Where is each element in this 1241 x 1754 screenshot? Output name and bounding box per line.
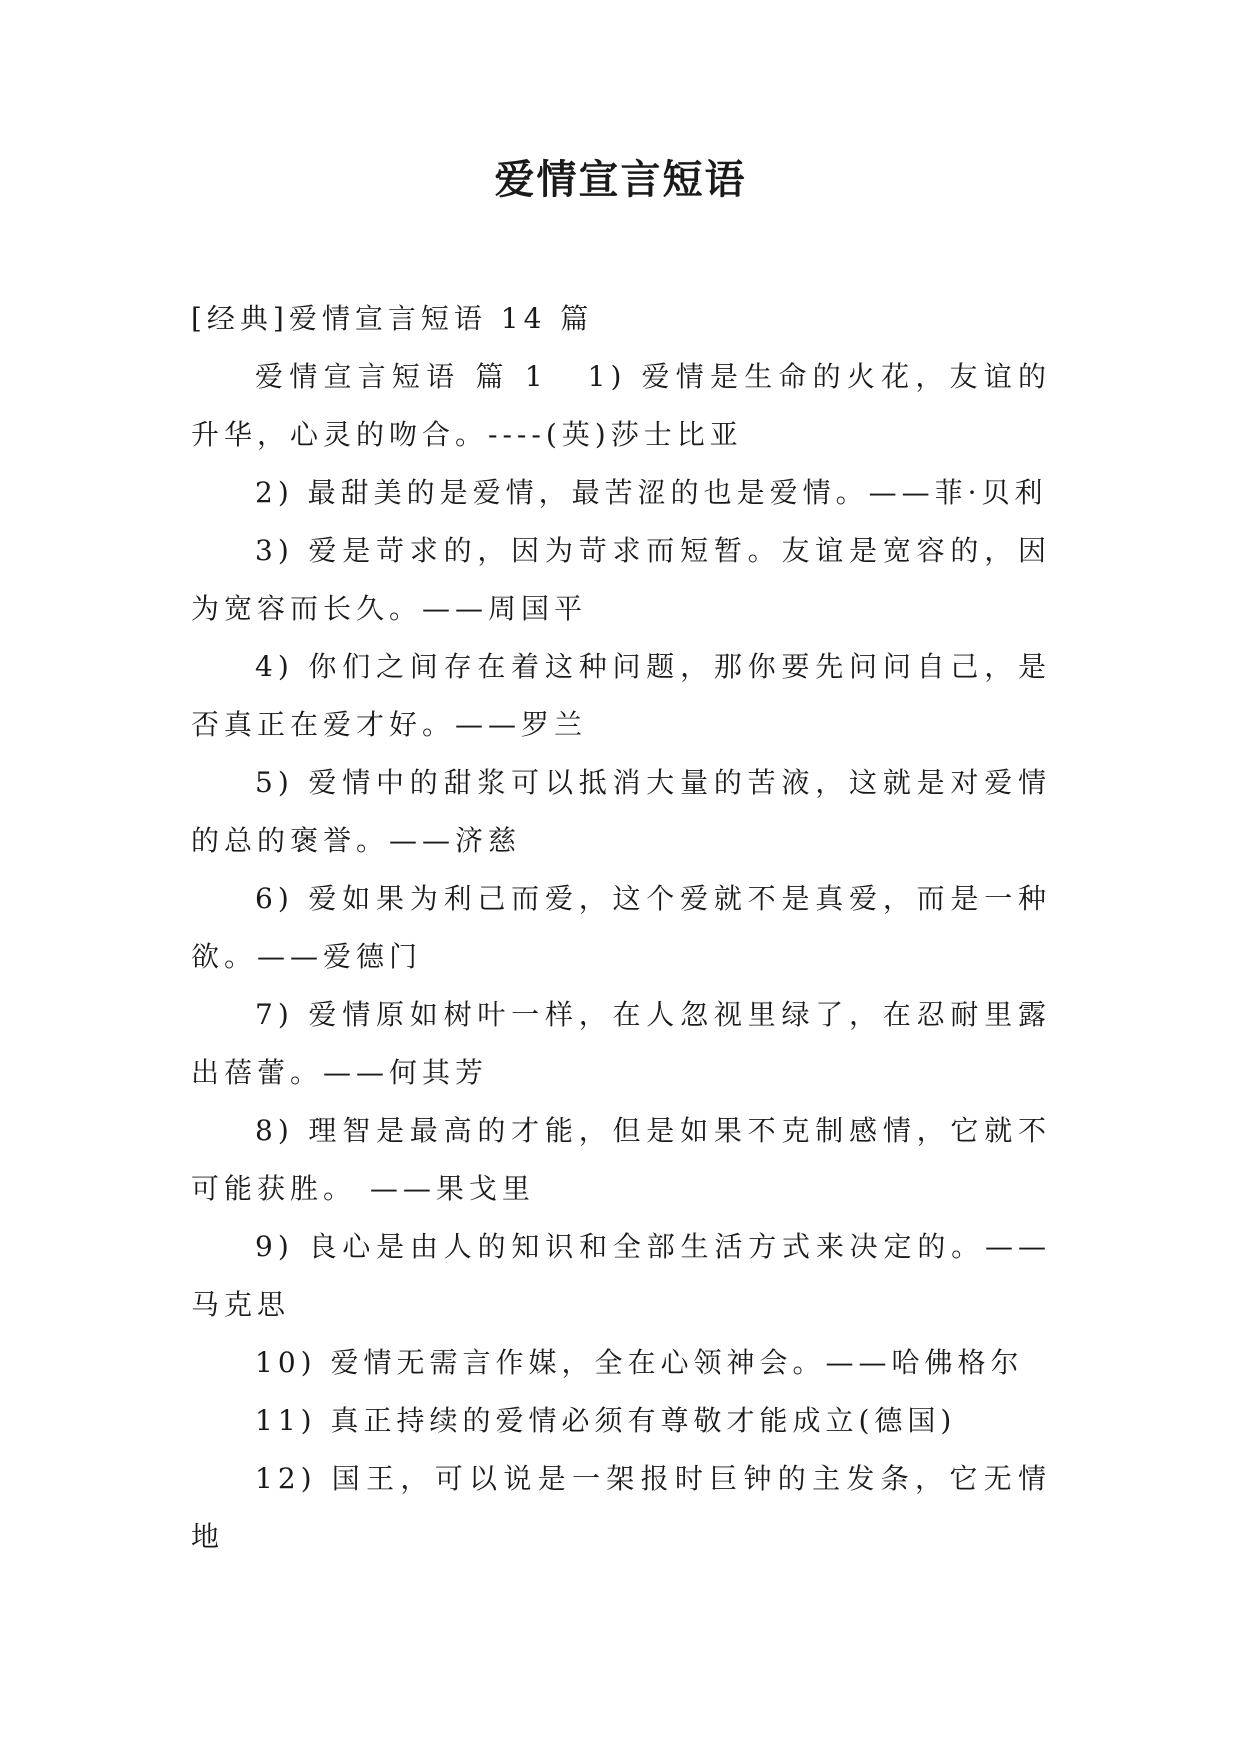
paragraph-9: 9) 良心是由人的知识和全部生活方式来决定的。——马克思	[191, 1230, 1051, 1321]
paragraph-8: 8) 理智是最高的才能，但是如果不克制感情，它就不可能获胜。 ——果戈里	[191, 1114, 1051, 1205]
paragraph-4: 4) 你们之间存在着这种问题，那你要先问问自己，是否真正在爱才好。——罗兰	[191, 650, 1051, 741]
document-subtitle: [经典]爱情宣言短语 14 篇	[191, 302, 594, 335]
paragraph-12: 12) 国王，可以说是一架报时巨钟的主发条，它无情地	[191, 1462, 1051, 1553]
section-heading: 爱情宣言短语 篇 1	[255, 360, 548, 393]
page-title: 爱情宣言短语	[494, 156, 747, 203]
paragraph-1	[191, 348, 1051, 464]
paragraph-1-text: 1) 爱情是生命的火花，友谊的升华，心灵的吻合。----(英)莎士比亚	[191, 360, 1052, 451]
paragraph-11: 11) 真正持续的爱情必须有尊敬才能成立(德国)	[255, 1404, 957, 1437]
document-body	[191, 290, 1051, 1566]
paragraph-7: 7) 爱情原如树叶一样，在人忽视里绿了，在忍耐里露出蓓蕾。——何其芳	[191, 998, 1051, 1089]
paragraph-6: 6) 爱如果为利己而爱，这个爱就不是真爱，而是一种欲。——爱德门	[191, 882, 1051, 973]
paragraph-5: 5) 爱情中的甜浆可以抵消大量的苦液，这就是对爱情的总的褒誉。——济慈	[191, 766, 1051, 857]
paragraph-2: 2) 最甜美的是爱情，最苦涩的也是爱情。——菲·贝利	[255, 476, 1048, 509]
paragraph-3: 3) 爱是苛求的，因为苛求而短暂。友谊是宽容的，因为宽容而长久。——周国平	[191, 534, 1051, 625]
paragraph-10: 10) 爱情无需言作媒，全在心领神会。——哈佛格尔	[255, 1346, 1024, 1379]
